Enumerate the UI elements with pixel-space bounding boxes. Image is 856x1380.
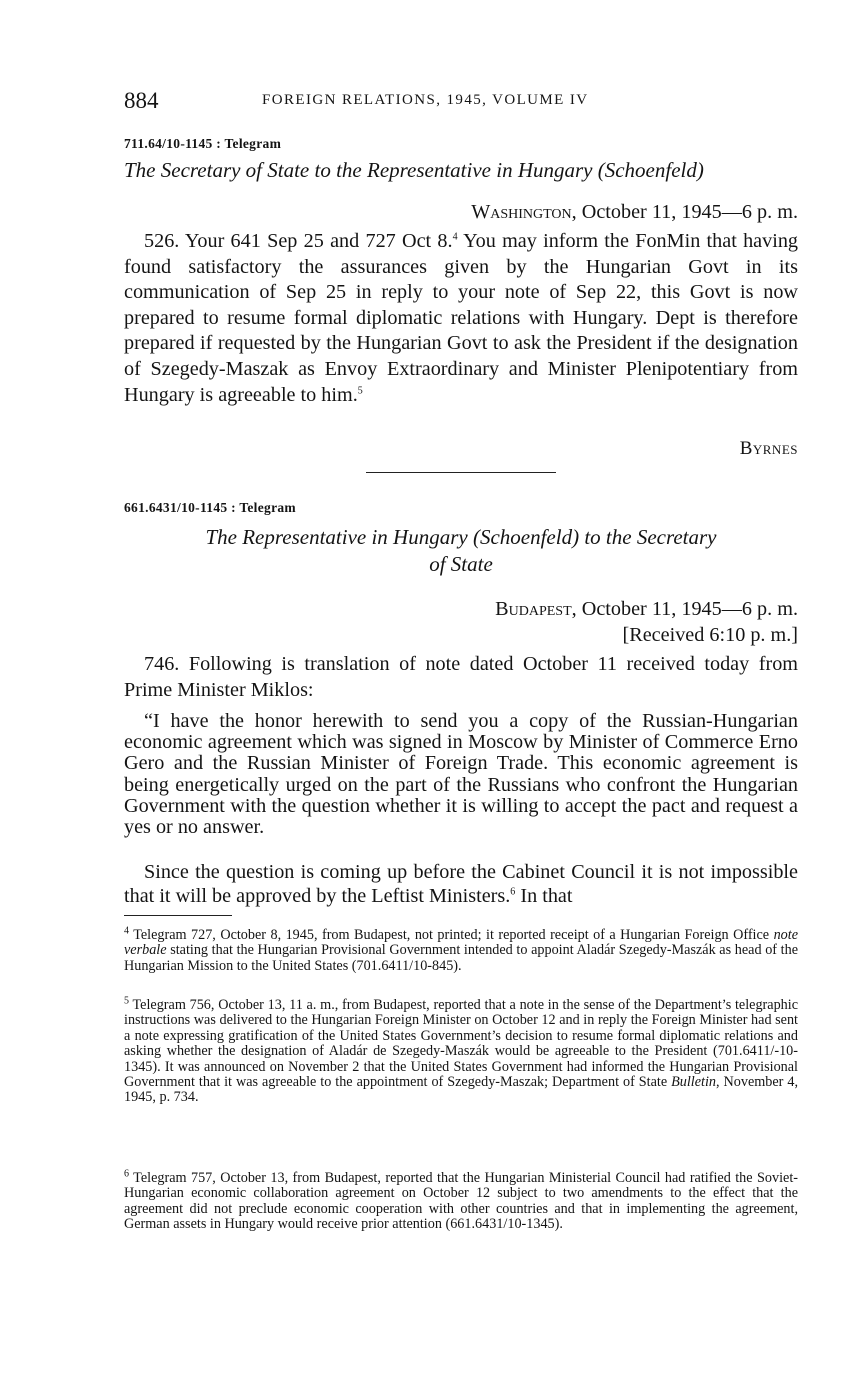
page-header	[124, 88, 798, 116]
doc2-dateline	[495, 596, 798, 648]
running-title: FOREIGN RELATIONS, 1945, VOLUME IV	[262, 92, 589, 108]
page-number: 884	[124, 88, 159, 113]
doc2-paragraph-3: Since the question is coming up before the Cabinet Council it is not impossible that it will be approved by the Leftist Ministers.$^6$ In that	[124, 861, 798, 907]
doc2-body	[124, 652, 798, 703]
footnote-ref-4: 4	[452, 231, 458, 243]
doc1-signature: Byrnes	[739, 438, 798, 459]
doc2-title: The Representative in Hungary (Schoenfeld) to the Secretary of State	[205, 525, 717, 576]
doc2-quote	[124, 711, 798, 838]
footnote-4: $^4$ Telegram 727, October 8, 1945, from Budapest, not printed; it reported receipt of a Hungarian Foreign Office note verbale stating that the Hungarian Provisional Government intended to appoint Aladár Szegedy-Maszák as head of the Hungarian Mission to the United States (701.6411/10-845).	[124, 925, 798, 974]
section-divider	[366, 472, 556, 473]
doc2-file-number: 661.6431/10-1145 : Telegram	[124, 500, 296, 515]
doc2-date: , October 11, 1945—6 p. m.	[571, 598, 798, 620]
doc1-place: Washington	[471, 201, 572, 223]
doc1-title: The Secretary of State to the Representative in Hungary (Schoenfeld)	[124, 158, 704, 182]
doc2-place: Budapest	[495, 598, 572, 620]
doc2-paragraph-2: “I have the honor herewith to send you a copy of the Russian-Hungarian economic agreement which was signed in Moscow by Minister of Commerce Erno Gero and the Russian Minister of Foreign Trade. This economic agreement is being energetically urged on the part of the Russians who confront the Hungarian Government with the question whether it is willing to accept the pact and request a yes or no answer.	[124, 710, 798, 839]
footnote-6: $^6$ Telegram 757, October 13, from Budapest, reported that the Hungarian Ministerial Council had ratified the Soviet-Hungarian economic collaboration agreement on October 12 subject to two amendments to the effect that the agreement did not preclude economic cooperation with other countries and that in implementing the agreement, German assets in Hungary would receive prior attention (661.6431/10-1345).	[124, 1168, 798, 1233]
doc2-received: [Received 6:10 p. m.]	[622, 624, 798, 646]
footnote-ref-5: 5	[357, 384, 363, 396]
doc1-paragraph: 526. Your 641 Sep 25 and 727 Oct 8.$^4$ You may inform the FonMin that having found satisfactory the assurances given by the Hungarian Govt in its communication of Sep 25 in reply to your note of Sep 22, this Govt is now prepared to resume formal diplomatic relations with Hungary. Dept is therefore prepared if requested by the Hungarian Govt to ask the President if the designation of Szegedy-Maszak as Envoy Extraordinary and Minister Plenipotentiary from Hungary is agreeable to him.$^5$	[124, 230, 799, 406]
footnote-rule	[124, 915, 232, 916]
footnote-ref-6: 6	[510, 886, 516, 898]
doc2-body-continued	[124, 860, 798, 908]
doc1-date: , October 11, 1945—6 p. m.	[571, 201, 798, 223]
doc2-paragraph-1: 746. Following is translation of note dated October 11 received today from Prime Minister Miklos:	[124, 653, 798, 701]
footnote-5: $^5$ Telegram 756, October 13, 11 a. m., from Budapest, reported that a note in the sense of the Department’s telegraphic instructions was delivered to the Hungarian Foreign Minister on October 12 and in reply the Foreign Minister had sent a note expressing gratification of the United States Government’s decision to resume formal diplomatic relations and asking whether the designation of Aladár de Szegedy-Maszák would be agreeable to the President (701.6411/-10-1345). It was announced on November 2 that the United States Government had informed the Hungarian Provisional Government that it was agreeable to the appointment of Szegedy-Maszak; Department of State Bulletin, November 4, 1945, p. 734.	[124, 995, 798, 1106]
doc1-dateline	[471, 201, 798, 224]
doc1-file-number: 711.64/10-1145 : Telegram	[124, 136, 282, 151]
doc1-body	[124, 229, 798, 408]
